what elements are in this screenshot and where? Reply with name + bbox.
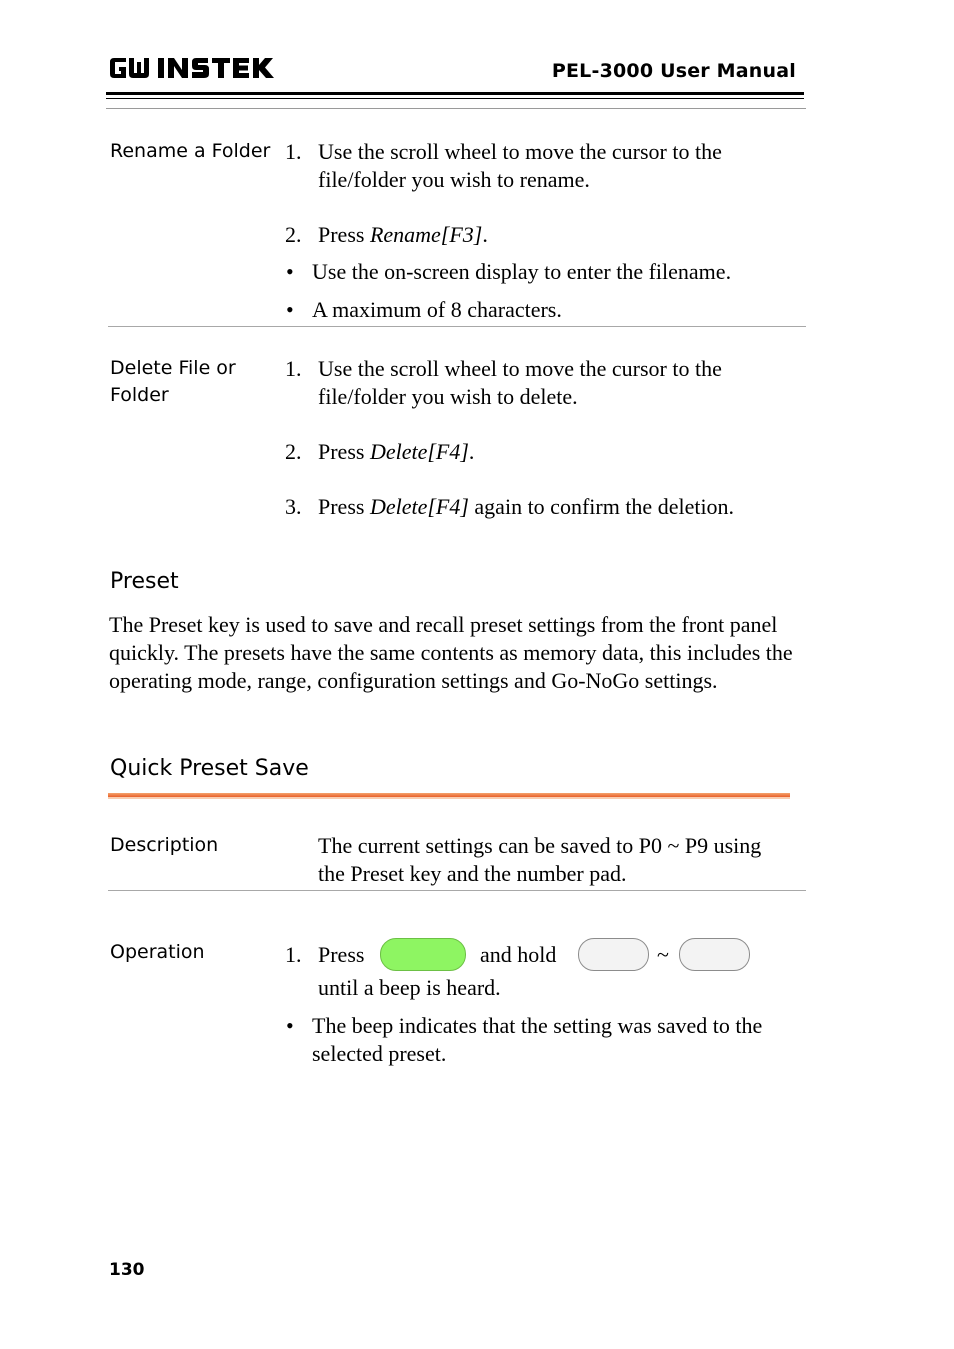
operation-label: Operation [110,941,205,963]
op-until-text: until a beep is heard. [318,975,501,1000]
description-label: Description [110,834,219,856]
step-number: 1. [285,356,302,381]
step-number: 1. [285,139,302,164]
step-number: 3. [285,494,302,519]
description-text: The current settings can be saved to P0 ~ P9 using the Preset key and the number pad. [318,833,762,886]
step-number: 1. [285,942,302,967]
function-key-name: Rename[F3] [369,222,483,247]
step-text: Press [318,439,370,464]
bullet-icon: • [286,259,294,284]
number-key-0-button[interactable] [578,938,649,971]
number-key-9-button[interactable] [679,938,750,971]
section-top-rule [106,108,806,109]
heading-underline-shadow [108,797,790,799]
manual-title: PEL-3000 User Manual [551,60,796,82]
preset-heading: Preset [110,569,179,594]
function-key-name: Delete[F4] [369,494,469,519]
rename-step-2 [318,221,788,249]
step-number: 2. [285,439,302,464]
header-rule-thin [106,98,804,99]
step-text: . [468,439,475,464]
rename-bullet-2: A maximum of 8 characters. [312,297,562,322]
delete-file-label: Delete File or Folder [110,357,236,406]
step-text: Press [318,494,370,519]
delete-step-2 [318,438,788,466]
preset-key-button[interactable] [380,938,466,971]
preset-paragraph: The Preset key is used to save and recall preset settings from the front panel quickly. The presets have the same contents as memory data, this includes the operating mode, range, configuration settings and Go-NoGo settings. [109,612,793,693]
section-divider [108,326,806,327]
delete-step-1: Use the scroll wheel to move the cursor to the file/folder you wish to delete. [318,356,722,409]
op-bullet: The beep indicates that the setting was saved to the selected preset. [312,1013,763,1066]
rename-bullet-1: Use the on-screen display to enter the filename. [312,259,732,284]
section-divider [108,890,806,891]
rename-folder-label: Rename a Folder [110,140,271,162]
quick-preset-save-heading: Quick Preset Save [110,756,309,781]
step-number: 2. [285,222,302,247]
step-text: again to confirm the deletion. [468,494,735,519]
delete-step-3 [318,493,788,521]
gw-instek-logo [108,52,278,86]
rename-step-1: Use the scroll wheel to move the cursor to the file/folder you wish to rename. [318,139,722,192]
function-key-name: Delete[F4] [369,439,469,464]
step-text: . [482,222,488,247]
op-and-hold-text: and hold [480,942,557,967]
step-text: Press [318,222,370,247]
bullet-icon: • [286,1013,294,1038]
op-tilde-text: ~ [657,942,669,967]
page-number: 130 [109,1260,145,1280]
bullet-icon: • [286,297,294,322]
op-press-text: Press [318,942,365,967]
header-rule-thick [106,92,804,95]
